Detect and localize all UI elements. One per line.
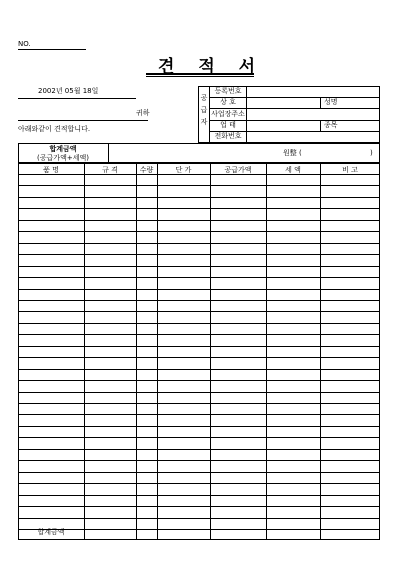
title-underline-2 [146, 76, 254, 77]
supplier-type-divider [320, 120, 321, 131]
row-line [18, 266, 380, 267]
row-line [18, 495, 380, 496]
row-line [18, 208, 380, 209]
column-header-tax: 세 액 [285, 166, 301, 174]
estimate-table [18, 143, 380, 540]
footer-total-label: 합계금액 [37, 528, 65, 536]
supplier-phone-label: 전화번호 [214, 132, 242, 140]
page-title: 견 적 서 [158, 57, 265, 77]
supplier-side-label: 급 [200, 106, 208, 114]
row-line [18, 346, 380, 347]
row-line [18, 449, 380, 450]
row-line [18, 243, 380, 244]
total-header-divider [108, 143, 109, 162]
recipient-honorific: 귀하 [136, 109, 150, 117]
document-number-underline [18, 49, 86, 50]
supplier-side-label: 자 [200, 118, 208, 126]
date-underline [18, 98, 136, 99]
row-line [18, 414, 380, 415]
row-line [18, 300, 380, 301]
row-line [18, 334, 380, 335]
column-header-unit-price: 단 가 [175, 166, 192, 174]
title-underline [146, 73, 254, 75]
row-line [18, 380, 380, 381]
supplier-name-label: 성명 [324, 98, 338, 106]
supplier-type-label: 종목 [324, 121, 338, 129]
supplier-registration-label: 등록번호 [214, 87, 242, 95]
column-header-top-border [18, 162, 380, 164]
row-line [18, 197, 380, 198]
supplier-side-label: 공 [200, 94, 208, 102]
row-line [18, 289, 380, 290]
row-line [18, 254, 380, 255]
supplier-label-divider [246, 86, 247, 143]
column-header-item-name: 품 명 [43, 166, 59, 174]
column-header-quantity: 수량 [139, 166, 154, 174]
supplier-business-label: 업 태 [220, 121, 236, 129]
row-line [18, 483, 380, 484]
row-line [18, 220, 380, 221]
row-line [18, 369, 380, 370]
row-line [18, 185, 380, 186]
row-line [18, 472, 380, 473]
total-amount-sublabel: (공급가액+세액) [37, 154, 89, 162]
column-header-spec: 규 격 [102, 166, 118, 174]
row-line [18, 460, 380, 461]
row-line [18, 277, 380, 278]
total-amount-unit: 원整 ( [283, 149, 302, 157]
row-line [18, 518, 380, 519]
total-amount-close: ) [370, 149, 373, 157]
row-line [18, 311, 380, 312]
supplier-row-line [209, 108, 380, 109]
supplier-address-label: 사업장주소 [211, 110, 245, 118]
row-line [18, 323, 380, 324]
row-line [18, 403, 380, 404]
row-line [18, 392, 380, 393]
document-number-label: NO. [18, 40, 31, 48]
greeting-text: 아래와같이 견적합니다. [18, 125, 91, 133]
row-line [18, 506, 380, 507]
row-line [18, 357, 380, 358]
row-line [18, 437, 380, 438]
recipient-underline [18, 120, 148, 121]
row-line [18, 426, 380, 427]
supplier-company-label: 상 호 [220, 98, 236, 106]
column-header-supply-amount: 공급가액 [224, 166, 252, 174]
supplier-name-divider [320, 97, 321, 108]
row-line [18, 174, 380, 175]
row-line [18, 231, 380, 232]
total-amount-label: 합계금액 [49, 145, 77, 153]
column-header-remarks: 비 고 [342, 166, 358, 174]
issue-date: 2002년 05월 18일 [38, 87, 99, 95]
row-line [18, 529, 380, 530]
